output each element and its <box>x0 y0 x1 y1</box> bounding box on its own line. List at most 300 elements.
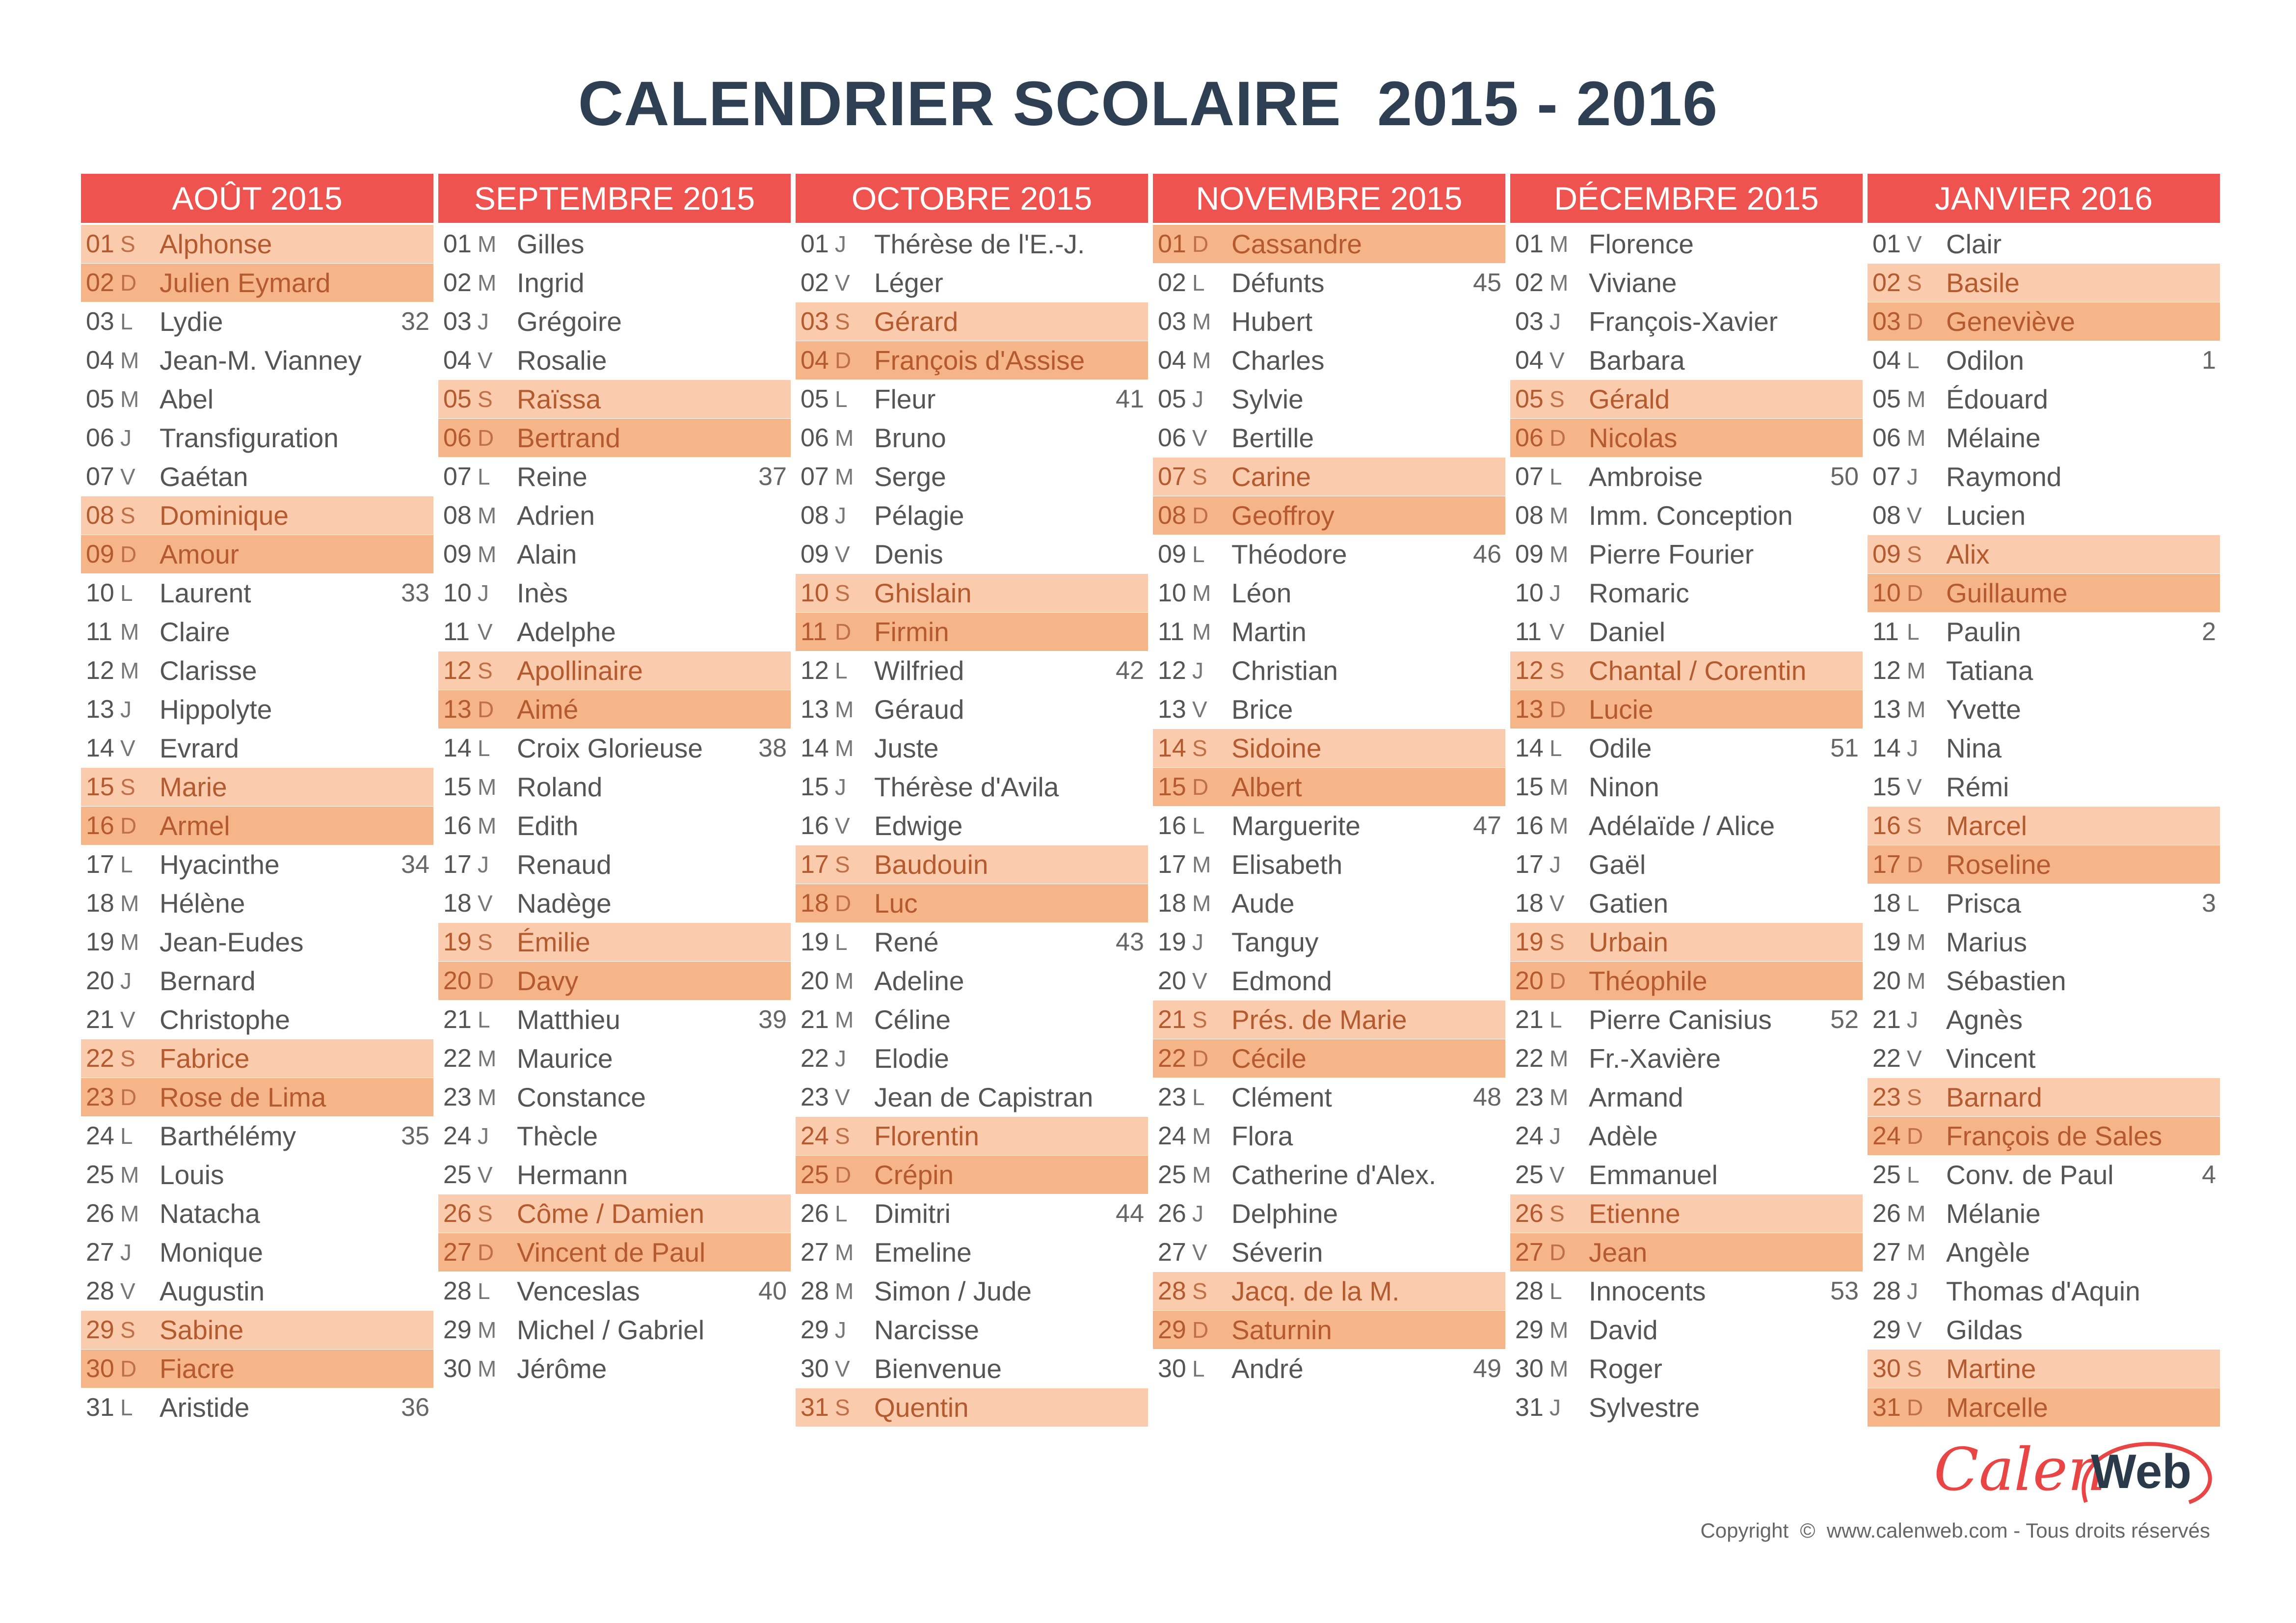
day-number: 25 <box>1158 1161 1186 1189</box>
day-number: 13 <box>1872 695 1901 724</box>
day-row-saturday <box>1153 458 1505 496</box>
day-number: 28 <box>1515 1277 1544 1305</box>
day-row <box>438 264 791 302</box>
day-row <box>438 1039 791 1078</box>
day-number: 26 <box>86 1199 114 1228</box>
day-row-sunday <box>1868 1388 2220 1427</box>
saint-name: Firmin <box>874 617 949 647</box>
day-number: 24 <box>801 1122 829 1150</box>
day-letter: M <box>478 503 497 528</box>
day-letter: D <box>1907 309 1923 334</box>
day-row <box>1510 768 1863 807</box>
saint-name: Fabrice <box>160 1043 250 1074</box>
day-letter: M <box>1549 270 1569 296</box>
day-letter: M <box>1549 1356 1569 1381</box>
day-row <box>796 690 1148 729</box>
day-row-sunday <box>1510 690 1863 729</box>
week-number: 41 <box>1116 385 1144 413</box>
saint-name: Martin <box>1231 617 1307 647</box>
day-number: 02 <box>1158 269 1186 297</box>
saint-name: Défunts <box>1231 268 1325 298</box>
saint-name: Théodore <box>1231 539 1347 569</box>
saint-name: Armand <box>1589 1082 1683 1112</box>
saint-name: Saturnin <box>1231 1315 1332 1345</box>
day-row-saturday <box>1510 1194 1863 1233</box>
saint-name: Rosalie <box>517 345 607 376</box>
day-number: 07 <box>86 462 114 491</box>
week-number: 47 <box>1473 812 1501 840</box>
saint-name: Narcisse <box>874 1315 979 1345</box>
saint-name: Sabine <box>160 1315 244 1345</box>
saint-name: Vincent <box>1946 1043 2036 1074</box>
day-row <box>1153 807 1505 845</box>
day-number: 30 <box>1515 1354 1544 1383</box>
day-number: 16 <box>86 812 114 840</box>
saint-name: Gildas <box>1946 1315 2023 1345</box>
day-number: 26 <box>1872 1199 1901 1228</box>
day-letter: J <box>478 309 489 334</box>
day-number: 04 <box>801 346 829 375</box>
day-row-sunday <box>796 884 1148 923</box>
week-number: 35 <box>401 1122 429 1150</box>
day-letter: J <box>835 231 846 257</box>
day-row <box>796 962 1148 1001</box>
day-letter: V <box>1907 1317 1922 1343</box>
day-row <box>81 923 433 962</box>
day-number: 18 <box>1872 889 1901 918</box>
day-letter: D <box>1192 774 1209 800</box>
day-number: 12 <box>1515 656 1544 685</box>
day-row <box>438 729 791 768</box>
day-letter: S <box>120 1046 135 1071</box>
day-letter: J <box>120 968 132 994</box>
day-number: 25 <box>1515 1161 1544 1189</box>
day-letter: J <box>1907 464 1918 489</box>
saint-name: Monique <box>160 1237 263 1268</box>
day-number: 26 <box>1515 1199 1544 1228</box>
day-number: 24 <box>86 1122 114 1150</box>
saint-name: Adèle <box>1589 1121 1658 1151</box>
day-row <box>1153 574 1505 613</box>
saint-name: Rémi <box>1946 772 2009 802</box>
day-row <box>1868 496 2220 535</box>
day-letter: V <box>120 735 135 761</box>
day-row-sunday <box>796 1156 1148 1194</box>
saint-name: Thècle <box>517 1121 598 1151</box>
saint-name: Imm. Conception <box>1589 500 1793 531</box>
day-number: 27 <box>1872 1238 1901 1267</box>
day-row <box>438 845 791 884</box>
day-row <box>1868 225 2220 264</box>
day-number: 21 <box>801 1005 829 1034</box>
day-number: 27 <box>86 1238 114 1267</box>
saint-name: Émilie <box>517 927 590 957</box>
saint-name: Hyacinthe <box>160 849 280 880</box>
saint-name: Marcel <box>1946 811 2028 841</box>
saint-name: Augustin <box>160 1276 265 1306</box>
day-number: 27 <box>1515 1238 1544 1267</box>
day-row <box>796 535 1148 574</box>
day-number: 20 <box>1515 967 1544 995</box>
day-row <box>1868 729 2220 768</box>
saint-name: Grégoire <box>517 306 622 337</box>
day-number: 11 <box>1515 618 1542 646</box>
month-column <box>1153 174 1505 1424</box>
saint-name: Charles <box>1231 345 1325 376</box>
day-row <box>796 1233 1148 1272</box>
day-letter: M <box>835 735 854 761</box>
day-letter: M <box>1907 1240 1926 1265</box>
month-header: OCTOBRE 2015 <box>796 174 1148 223</box>
day-letter: D <box>1907 852 1923 877</box>
day-row <box>1868 1311 2220 1350</box>
day-number: 15 <box>86 773 114 801</box>
day-row-saturday <box>1868 535 2220 574</box>
day-number: 19 <box>801 928 829 956</box>
saint-name: Thomas d'Aquin <box>1946 1276 2140 1306</box>
day-letter: D <box>835 348 852 373</box>
day-letter: L <box>1549 1007 1562 1032</box>
day-number: 30 <box>443 1354 472 1383</box>
saint-name: Geneviève <box>1946 306 2075 337</box>
day-row <box>1868 458 2220 496</box>
day-number: 11 <box>86 618 112 646</box>
saint-name: François de Sales <box>1946 1121 2163 1151</box>
saint-name: Sylvie <box>1231 384 1304 414</box>
day-number: 05 <box>1872 385 1901 413</box>
day-number: 09 <box>1872 540 1901 568</box>
saint-name: Ninon <box>1589 772 1659 802</box>
saint-name: Claire <box>160 617 230 647</box>
week-number: 50 <box>1830 462 1859 491</box>
week-number: 48 <box>1473 1083 1501 1111</box>
day-number: 27 <box>801 1238 829 1267</box>
day-row <box>438 341 791 380</box>
day-row-sunday <box>81 264 433 302</box>
day-row <box>1153 1233 1505 1272</box>
saint-name: Martine <box>1946 1353 2036 1384</box>
day-number: 06 <box>1515 424 1544 452</box>
day-number: 21 <box>443 1005 472 1034</box>
week-number: 53 <box>1830 1277 1859 1305</box>
week-number: 42 <box>1116 656 1144 685</box>
day-number: 22 <box>801 1044 829 1073</box>
day-number: 15 <box>443 773 472 801</box>
day-number: 05 <box>1158 385 1186 413</box>
saint-name: Carine <box>1231 461 1311 492</box>
saint-name: Edith <box>517 811 579 841</box>
day-number: 15 <box>1872 773 1901 801</box>
saint-name: Adélaïde / Alice <box>1589 811 1775 841</box>
day-row <box>1510 884 1863 923</box>
day-letter: M <box>1549 813 1569 839</box>
day-number: 31 <box>1515 1393 1544 1422</box>
day-letter: L <box>478 735 490 761</box>
day-row <box>81 962 433 1001</box>
day-number: 05 <box>801 385 829 413</box>
day-row <box>1153 1156 1505 1194</box>
day-number: 07 <box>801 462 829 491</box>
day-row-sunday <box>1153 768 1505 807</box>
day-number: 10 <box>1872 579 1901 607</box>
day-row <box>1868 613 2220 651</box>
saint-name: Sidoine <box>1231 733 1322 763</box>
day-letter: D <box>478 968 494 994</box>
day-letter: D <box>1549 697 1566 722</box>
day-row <box>438 768 791 807</box>
day-row <box>1510 1039 1863 1078</box>
day-row-saturday <box>796 845 1148 884</box>
day-letter: L <box>1549 1278 1562 1304</box>
saint-name: Odilon <box>1946 345 2024 376</box>
saint-name: Apollinaire <box>517 655 643 686</box>
day-letter: S <box>1549 929 1565 955</box>
day-number: 18 <box>443 889 472 918</box>
day-number: 07 <box>1515 462 1544 491</box>
saint-name: Catherine d'Alex. <box>1231 1160 1437 1190</box>
day-row-sunday <box>1868 302 2220 341</box>
day-letter: L <box>120 1123 133 1149</box>
day-number: 08 <box>1872 501 1901 530</box>
day-row-sunday <box>1510 1233 1863 1272</box>
day-number: 15 <box>1515 773 1544 801</box>
day-letter: V <box>835 1084 850 1110</box>
day-row-sunday <box>81 1078 433 1117</box>
saint-name: Bruno <box>874 423 946 453</box>
day-row <box>1868 1272 2220 1311</box>
saint-name: Lucie <box>1589 694 1654 725</box>
day-number: 07 <box>443 462 472 491</box>
day-letter: M <box>835 464 854 489</box>
day-row <box>1510 458 1863 496</box>
day-row <box>81 1117 433 1156</box>
day-row <box>1868 884 2220 923</box>
day-row <box>796 380 1148 419</box>
saint-name: Pélagie <box>874 500 964 531</box>
day-letter: L <box>835 386 848 412</box>
day-letter: J <box>120 1240 132 1265</box>
saint-name: Vincent de Paul <box>517 1237 706 1268</box>
day-number: 15 <box>801 773 829 801</box>
saint-name: Inès <box>517 578 568 608</box>
day-letter: D <box>1549 425 1566 451</box>
saint-name: Gaétan <box>160 461 248 492</box>
day-letter: V <box>1907 231 1922 257</box>
saint-name: Florentin <box>874 1121 979 1151</box>
day-letter: M <box>1192 309 1211 334</box>
day-number: 02 <box>1872 269 1901 297</box>
saint-name: Bertille <box>1231 423 1314 453</box>
day-row <box>438 884 791 923</box>
day-row <box>438 574 791 613</box>
saint-name: Clarisse <box>160 655 257 686</box>
day-row-saturday <box>1868 264 2220 302</box>
day-row <box>438 496 791 535</box>
day-letter: L <box>1907 1162 1920 1188</box>
day-letter: J <box>1192 386 1203 412</box>
day-letter: L <box>1907 348 1920 373</box>
saint-name: Natacha <box>160 1198 260 1229</box>
week-number: 49 <box>1473 1354 1501 1383</box>
saint-name: Nina <box>1946 733 2002 763</box>
saint-name: Thérèse de l'E.-J. <box>874 229 1085 259</box>
day-number: 01 <box>1515 230 1544 258</box>
saint-name: Angèle <box>1946 1237 2030 1268</box>
day-row <box>81 419 433 458</box>
day-row <box>796 458 1148 496</box>
saint-name: Innocents <box>1589 1276 1706 1306</box>
day-letter: J <box>835 503 846 528</box>
month-header: NOVEMBRE 2015 <box>1153 174 1505 223</box>
day-letter: D <box>478 697 494 722</box>
day-letter: J <box>120 697 132 722</box>
day-letter: J <box>1549 852 1561 877</box>
day-row <box>1510 574 1863 613</box>
day-letter: M <box>120 1201 139 1226</box>
day-row <box>1510 1078 1863 1117</box>
day-letter: S <box>1907 541 1922 567</box>
day-letter: L <box>835 658 848 683</box>
saint-name: Basile <box>1946 268 2020 298</box>
day-number: 26 <box>443 1199 472 1228</box>
saint-name: Thérèse d'Avila <box>874 772 1059 802</box>
day-row-sunday <box>438 1233 791 1272</box>
day-row <box>438 807 791 845</box>
day-number: 10 <box>86 579 114 607</box>
saint-name: Michel / Gabriel <box>517 1315 705 1345</box>
week-number: 33 <box>401 579 429 607</box>
saint-name: Séverin <box>1231 1237 1323 1268</box>
day-row-saturday <box>796 574 1148 613</box>
day-letter: J <box>1907 1007 1918 1032</box>
day-letter: V <box>120 1007 135 1032</box>
day-number: 30 <box>86 1354 114 1383</box>
day-number: 01 <box>1872 230 1901 258</box>
day-row-saturday <box>1153 1001 1505 1039</box>
saint-name: Rose de Lima <box>160 1082 326 1112</box>
day-letter: L <box>1192 270 1205 296</box>
day-row <box>1510 807 1863 845</box>
day-number: 31 <box>801 1393 829 1422</box>
day-letter: D <box>1907 580 1923 606</box>
day-number: 19 <box>1158 928 1186 956</box>
day-row-sunday <box>438 419 791 458</box>
day-row <box>796 1311 1148 1350</box>
day-letter: V <box>478 619 493 645</box>
day-number: 11 <box>1872 618 1899 646</box>
day-number: 17 <box>443 850 472 879</box>
day-number: 21 <box>1515 1005 1544 1034</box>
day-number: 02 <box>86 269 114 297</box>
day-row <box>1153 690 1505 729</box>
saint-name: Matthieu <box>517 1004 620 1035</box>
saint-name: Jacq. de la M. <box>1231 1276 1400 1306</box>
day-number: 23 <box>1872 1083 1901 1111</box>
day-row <box>796 1272 1148 1311</box>
day-letter: S <box>835 1123 850 1149</box>
saint-name: Barthélémy <box>160 1121 296 1151</box>
day-letter: M <box>120 658 139 683</box>
day-row <box>1510 1350 1863 1388</box>
saint-name: Dominique <box>160 500 289 531</box>
day-row <box>81 613 433 651</box>
day-number: 09 <box>801 540 829 568</box>
day-row <box>81 574 433 613</box>
day-row-sunday <box>81 807 433 845</box>
day-number: 01 <box>1158 230 1186 258</box>
week-number: 2 <box>2202 618 2216 646</box>
day-row <box>796 225 1148 264</box>
week-number: 43 <box>1116 928 1144 956</box>
day-letter: L <box>1192 813 1205 839</box>
day-letter: D <box>1192 1046 1209 1071</box>
day-letter: S <box>835 852 850 877</box>
saint-name: Urbain <box>1589 927 1669 957</box>
week-number: 46 <box>1473 540 1501 568</box>
day-letter: M <box>120 929 139 955</box>
day-letter: J <box>1192 1201 1203 1226</box>
day-number: 18 <box>1158 889 1186 918</box>
day-row-saturday <box>81 768 433 807</box>
day-letter: M <box>835 1007 854 1032</box>
day-letter: V <box>835 813 850 839</box>
day-row-saturday <box>1510 380 1863 419</box>
day-row <box>1510 302 1863 341</box>
day-number: 15 <box>1158 773 1186 801</box>
day-letter: J <box>1549 580 1561 606</box>
saint-name: Florence <box>1589 229 1694 259</box>
day-row <box>796 264 1148 302</box>
day-row <box>1868 651 2220 690</box>
day-row <box>438 1272 791 1311</box>
day-number: 10 <box>1158 579 1186 607</box>
day-letter: M <box>478 1084 497 1110</box>
day-number: 11 <box>1158 618 1184 646</box>
week-number: 51 <box>1830 734 1859 762</box>
day-number: 18 <box>1515 889 1544 918</box>
saint-name: Barnard <box>1946 1082 2042 1112</box>
day-row <box>438 225 791 264</box>
calenweb-logo <box>1924 1429 2228 1517</box>
day-letter: V <box>120 464 135 489</box>
saint-name: Bienvenue <box>874 1353 1002 1384</box>
saint-name: Marius <box>1946 927 2028 957</box>
saint-name: Nadège <box>517 888 612 919</box>
day-letter: L <box>1907 619 1920 645</box>
day-letter: D <box>835 891 852 916</box>
day-letter: L <box>120 1395 133 1420</box>
day-row-saturday <box>438 923 791 962</box>
day-letter: V <box>1192 425 1207 451</box>
day-number: 05 <box>443 385 472 413</box>
day-row-saturday <box>796 1117 1148 1156</box>
day-number: 12 <box>86 656 114 685</box>
day-row-sunday <box>81 535 433 574</box>
saint-name: Viviane <box>1589 268 1677 298</box>
saint-name: Constance <box>517 1082 646 1112</box>
saint-name: Maurice <box>517 1043 613 1074</box>
saint-name: Marguerite <box>1231 811 1361 841</box>
saint-name: Amour <box>160 539 239 569</box>
saint-name: Renaud <box>517 849 612 880</box>
day-number: 21 <box>1158 1005 1186 1034</box>
day-number: 01 <box>801 230 829 258</box>
day-letter: M <box>1907 929 1926 955</box>
month-header: DÉCEMBRE 2015 <box>1510 174 1863 223</box>
day-letter: M <box>1549 231 1569 257</box>
week-number: 1 <box>2202 346 2216 375</box>
day-row-saturday <box>81 496 433 535</box>
